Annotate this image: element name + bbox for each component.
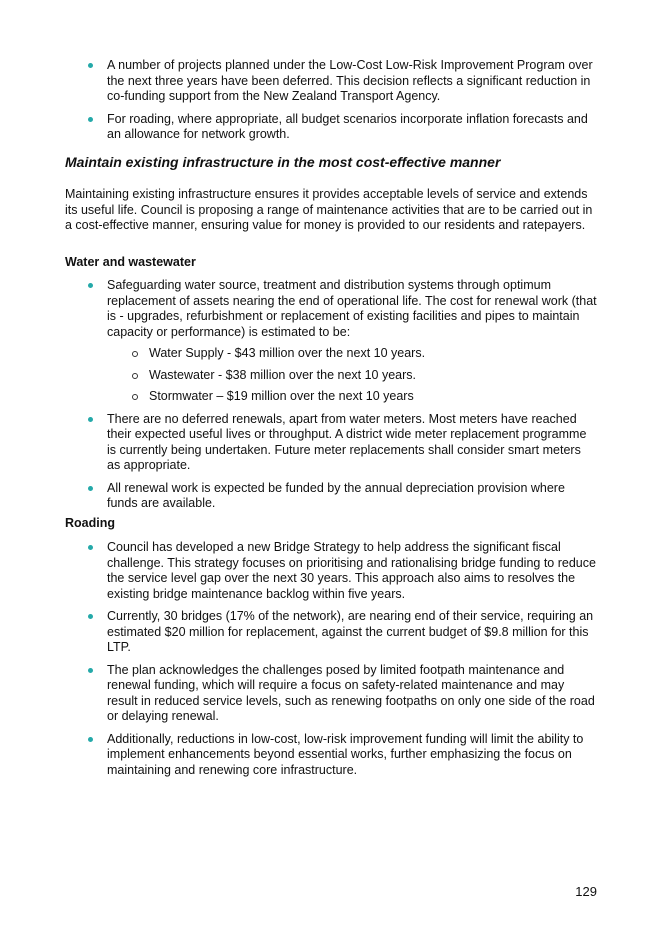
bullet-dot-icon [88,486,93,491]
list-item [87,58,597,105]
bullet-text: Council has developed a new Bridge Strategy to help address the significant fiscal challenge. This strategy focuses on prioritising and rationalising bridge funding to reduce the service level gap over the next 30 years. This approach also aims to resolves the existing bridge maintenance backlog within five years. [107,540,596,601]
hollow-circle-icon [132,394,138,400]
section-heading: Maintain existing infrastructure in the most cost-effective manner [65,154,501,170]
bullet-text: A number of projects planned under the Low-Cost Low-Risk Improvement Program over the next three years have been deferred. This decision reflects a significant reduction in co-funding support from the New Zealand Transport Agency. [107,58,593,103]
roading-subheading: Roading [65,516,115,530]
intro-paragraph: Maintaining existing infrastructure ensures it provides acceptable levels of service and extends its useful life. Council is proposing a range of maintenance activities that are to be carried out in a cost-effective manner, ensuring value for money is provided to our residents and ratepayers. [65,187,593,232]
list-item [87,609,597,656]
bullet-dot-icon [88,283,93,288]
sub-list-item [127,389,597,405]
bullet-dot-icon [88,668,93,673]
sub-item-text: Water Supply - $43 million over the next 10 years. [149,346,426,360]
hollow-circle-icon [132,373,138,379]
sub-item-text: Wastewater - $38 million over the next 10 years. [149,367,417,382]
bullet-text: For roading, where appropriate, all budget scenarios incorporate inflation forecasts and an allowance for network growth. [107,111,588,141]
sub-list-item [127,346,597,362]
bullet-text: There are no deferred renewals, apart from water meters. Most meters have reached their expected useful lives or throughput. A district wide meter replacement programme is currently being undertaken. Future meter replacements shall consider smart meters as appropriate. [107,411,587,472]
list-item [87,732,597,779]
water-subheading: Water and wastewater [65,255,196,269]
bullet-dot-icon [88,737,93,742]
roading-bullet-list [87,540,597,785]
sub-item-text: Stormwater – $19 million over the next 10 years [149,389,414,403]
list-item [87,540,597,602]
list-item [87,278,597,405]
bullet-dot-icon [88,614,93,619]
bullet-dot-icon [88,117,93,122]
bullet-text: All renewal work is expected be funded by the annual depreciation provision where funds are available. [107,480,565,510]
top-bullet-list [87,58,597,150]
list-item [87,412,597,474]
water-bullet-list [87,278,597,519]
list-item [87,663,597,725]
bullet-text: The plan acknowledges the challenges posed by limited footpath maintenance and renewal funding, which will require a focus on safety-related maintenance and may result in reduced service levels, such as renewing footpaths on only one side of the road or delaying renewal. [107,662,595,723]
water-cost-sublist [107,346,597,405]
bullet-text: Safeguarding water source, treatment and distribution systems through optimum replacement of assets nearing the end of operational life. The cost for renewal work (that is - upgrades, refurbishment or replacement of existing facilities and pipes to maintain capacity or performance) is estimated to be: [107,278,597,339]
bullet-text: Additionally, reductions in low-cost, low-risk improvement funding will limit the ability to implement enhancements beyond essential works, further emphasizing the focus on maintaining and renewing core infrastructure. [107,731,584,777]
sub-list-item [127,368,597,384]
list-item [87,112,597,143]
hollow-circle-icon [132,351,138,357]
bullet-dot-icon [88,63,93,68]
page-number: 129 [575,884,597,899]
bullet-text: Currently, 30 bridges (17% of the network), are nearing end of their service, requiring an estimated $20 million for replacement, against the current budget of $9.8 million for this LTP. [107,609,594,654]
bullet-dot-icon [88,417,93,422]
list-item [87,481,597,512]
bullet-dot-icon [88,545,93,550]
